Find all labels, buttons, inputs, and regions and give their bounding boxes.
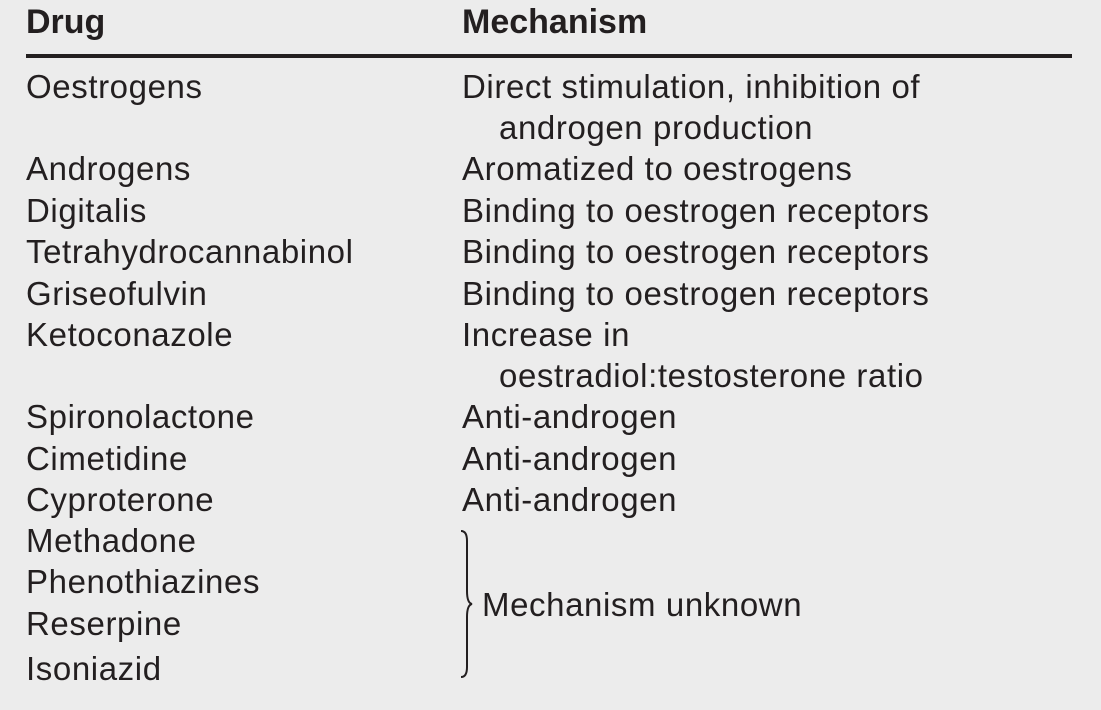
mechanism-cell: Binding to oestrogen receptors [462, 275, 930, 312]
drug-cell: Tetrahydrocannabinol [26, 233, 354, 270]
drug-cell: Isoniazid [26, 650, 162, 687]
grouped-mechanism-cell: Mechanism unknown [482, 586, 803, 623]
mechanism-cell: Direct stimulation, inhibition of [462, 68, 921, 105]
header-rule [26, 54, 1072, 58]
drug-cell: Phenothiazines [26, 563, 261, 600]
drug-cell: Digitalis [26, 192, 147, 229]
mechanism-cell-continuation: oestradiol:testosterone ratio [499, 357, 924, 394]
drug-cell: Cyproterone [26, 481, 215, 518]
drug-cell: Androgens [26, 150, 192, 187]
drug-cell: Cimetidine [26, 440, 188, 477]
drug-cell: Griseofulvin [26, 275, 208, 312]
drug-cell: Spironolactone [26, 398, 255, 435]
mechanism-cell: Anti-androgen [462, 440, 678, 477]
mechanism-cell: Anti-androgen [462, 481, 678, 518]
mechanism-cell: Binding to oestrogen receptors [462, 192, 930, 229]
column-header-drug: Drug [26, 3, 106, 41]
mechanism-cell: Aromatized to oestrogens [462, 150, 853, 187]
drug-cell: Reserpine [26, 605, 182, 642]
mechanism-cell-continuation: androgen production [499, 109, 814, 146]
drug-cell: Oestrogens [26, 68, 203, 105]
mechanism-cell: Increase in [462, 316, 631, 353]
drug-cell: Ketoconazole [26, 316, 234, 353]
right-brace-icon [452, 529, 482, 679]
drug-cell: Methadone [26, 522, 197, 559]
mechanism-cell: Anti-androgen [462, 398, 678, 435]
column-header-mechanism: Mechanism [462, 3, 648, 41]
mechanism-cell: Binding to oestrogen receptors [462, 233, 930, 270]
